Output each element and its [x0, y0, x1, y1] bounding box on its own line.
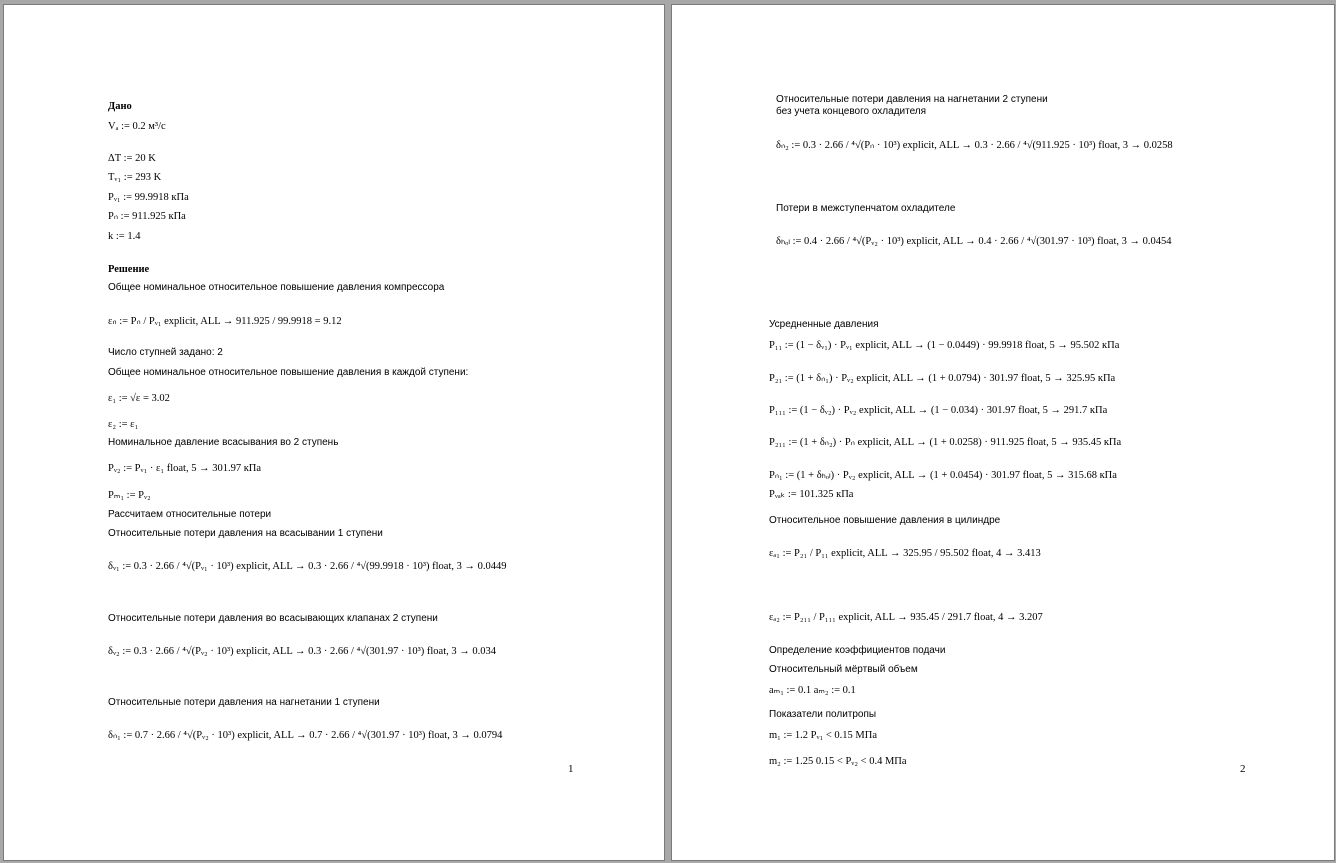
text-line: Номинальное давление всасывания во 2 ступень [108, 437, 339, 448]
formula-line: m₂ := 1.25 0.15 < Pᵥ₂ < 0.4 МПа [769, 756, 907, 767]
formula-line: Pᵥ₁ := 99.9918 кПа [108, 192, 189, 203]
formula-line: δₙ₁ := 0.7 · 2.66 / ⁴√(Pᵥ₂ · 10³) explicit, ALL → 0.7 · 2.66 / ⁴√(301.97 · 10³) float, 3 → 0.0794 [108, 730, 503, 741]
text-line: Относительные потери давления на нагнетании 2 ступени [776, 94, 1048, 105]
text-line: Общее номинальное относительное повышение давления компрессора [108, 282, 445, 293]
formula-line: P₁₁ := (1 − δᵥ₁) · Pᵥ₁ explicit, ALL → (1 − 0.0449) · 99.9918 float, 5 → 95.502 кПа [769, 340, 1120, 351]
text-line: Число ступней задано: 2 [108, 347, 223, 358]
heading-solution: Решение [108, 264, 150, 275]
formula-line: Pₙ₁ := (1 + δₕₒₗ) · Pᵥ₂ explicit, ALL → (1 + 0.0454) · 301.97 float, 5 → 315.68 кПа [769, 470, 1117, 481]
formula-line: P₁₁₁ := (1 − δᵥ₂) · Pᵥ₂ explicit, ALL → (1 − 0.034) · 301.97 float, 5 → 291.7 кПа [769, 405, 1108, 416]
text-line: Потери в межступенчатом охладителе [776, 203, 956, 214]
formula-line: εₐ₂ := P₂₁₁ / P₁₁₁ explicit, ALL → 935.45 / 291.7 float, 4 → 3.207 [769, 612, 1043, 623]
formula-line: m₁ := 1.2 Pᵥ₁ < 0.15 МПа [769, 730, 878, 741]
text-line: Определение коэффициентов подачи [769, 645, 946, 656]
text-line: Относительные потери давления во всасывающих клапанах 2 ступени [108, 613, 438, 624]
formula-line: δᵥ₁ := 0.3 · 2.66 / ⁴√(Pᵥ₁ · 10³) explicit, ALL → 0.3 · 2.66 / ⁴√(99.9918 · 10³) float, 3 → 0.0449 [108, 561, 507, 572]
formula-line: ε₂ := ε₁ [108, 419, 139, 430]
text-line: Относительный мёртвый объем [769, 664, 918, 675]
formula-line: Pₘ₁ := Pᵥ₂ [108, 490, 151, 501]
formula-line: ΔT := 20 K [108, 153, 156, 164]
formula-line: εₙ := Pₙ / Pᵥ₁ explicit, ALL → 911.925 / 99.9918 = 9.12 [108, 316, 342, 327]
page-number: 2 [1240, 763, 1246, 775]
formula-line: P₂₁ := (1 + δₙ₁) · Pᵥ₂ explicit, ALL → (1 + 0.0794) · 301.97 float, 5 → 325.95 кПа [769, 373, 1116, 384]
heading-given: Дано [108, 101, 132, 112]
text-line: Усредненные давления [769, 319, 879, 330]
text-line: Относительные потери давления на нагнетании 1 ступени [108, 697, 380, 708]
text-line: Рассчитаем относительные потери [108, 509, 272, 520]
page-number: 1 [568, 763, 574, 775]
document-page-1 [3, 4, 665, 861]
text-line: Относительные потери давления на всасывании 1 ступени [108, 528, 383, 539]
text-line: Относительное повышение давления в цилиндре [769, 515, 1001, 526]
formula-line: aₘ₁ := 0.1 aₘ₂ := 0.1 [769, 685, 856, 696]
formula-line: Vₐ := 0.2 м³/с [108, 121, 166, 132]
formula-line: Tᵥ₁ := 293 K [108, 172, 162, 183]
formula-line: ε₁ := √ε = 3.02 [108, 393, 170, 404]
document-page-2 [671, 4, 1335, 861]
text-line: без учета концевого охладителя [776, 106, 927, 117]
formula-line: Pᵥ₂ := Pᵥ₁ · ε₁ float, 5 → 301.97 кПа [108, 463, 262, 474]
formula-line: k := 1.4 [108, 231, 141, 242]
formula-line: δᵥ₂ := 0.3 · 2.66 / ⁴√(Pᵥ₂ · 10³) explicit, ALL → 0.3 · 2.66 / ⁴√(301.97 · 10³) float, 3 → 0.034 [108, 646, 496, 657]
text-line: Общее номинальное относительное повышение давления в каждой ступени: [108, 367, 469, 378]
formula-line: δₙ₂ := 0.3 · 2.66 / ⁴√(Pₙ · 10³) explicit, ALL → 0.3 · 2.66 / ⁴√(911.925 · 10³) float, 3 → 0.0258 [776, 140, 1173, 151]
formula-line: Pₙ := 911.925 кПа [108, 211, 186, 222]
formula-line: Pᵥₐₖ := 101.325 кПа [769, 489, 854, 500]
formula-line: δₕₒₗ := 0.4 · 2.66 / ⁴√(Pᵥ₂ · 10³) explicit, ALL → 0.4 · 2.66 / ⁴√(301.97 · 10³) float, 3 → 0.0454 [776, 236, 1172, 247]
formula-line: εₐ₁ := P₂₁ / P₁₁ explicit, ALL → 325.95 / 95.502 float, 4 → 3.413 [769, 548, 1041, 559]
text-line: Показатели политропы [769, 709, 877, 720]
formula-line: P₂₁₁ := (1 + δₙ₂) · Pₙ explicit, ALL → (1 + 0.0258) · 911.925 float, 5 → 935.45 кПа [769, 437, 1122, 448]
